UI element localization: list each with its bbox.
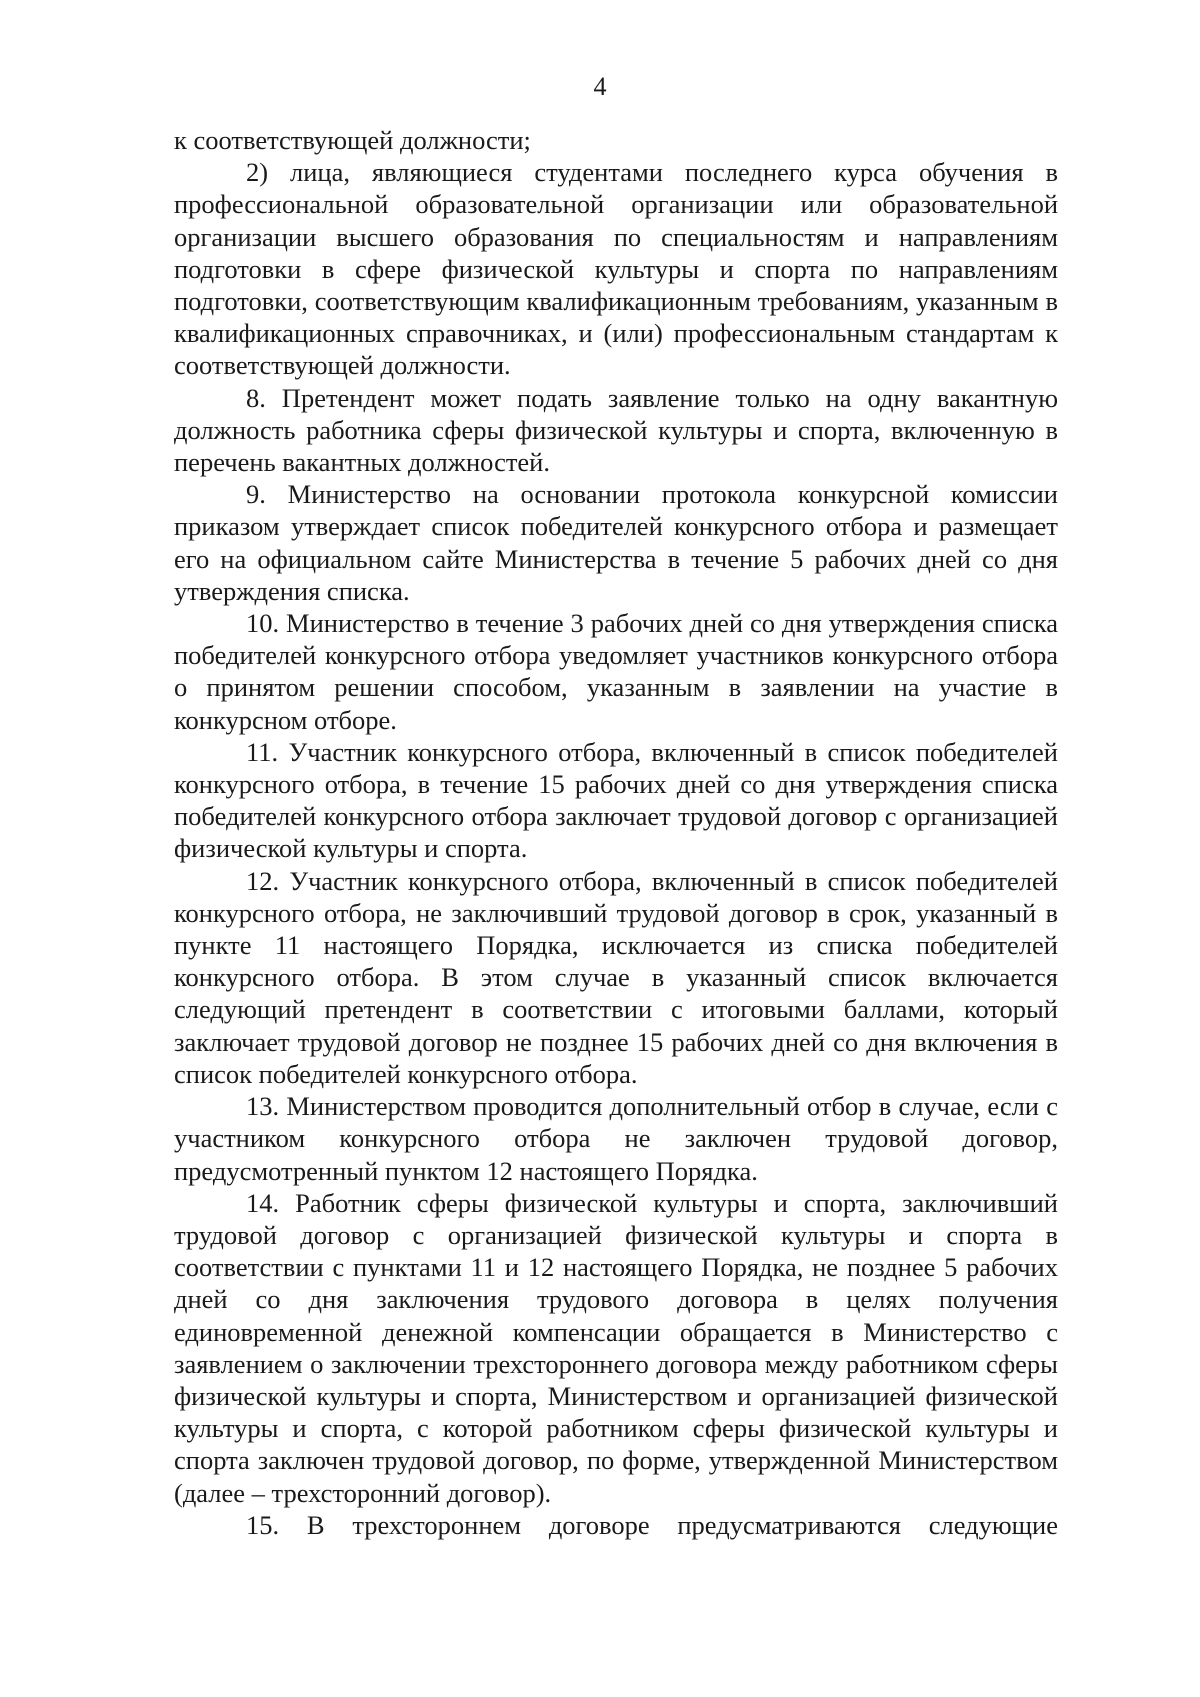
paragraph-item-11: 11. Участник конкурсного отбора, включенный в список победителей конкурсного отбора, в течение 15 рабочих дней со дня утверждения списка победителей конкурсного отбора заключает трудовой договор с организацией физической культуры и спорта. — [174, 736, 1058, 864]
paragraph-item-15: 15. В трехстороннем договоре предусматриваются следующие — [246, 1509, 1058, 1540]
paragraph-item-2: 2) лица, являющиеся студентами последнего курса обучения в профессиональной образовательной организации или образовательной организации высшего образования по специальностям и направлениям подготовки в сфере физической культуры и спорта по направлениям подготовки, соответствующим квалификационным требованиям, указанным в квалификационных справочниках, и (или) профессиональным стандартам к соответствующей должности. — [174, 157, 1058, 381]
paragraph-item-10: 10. Министерство в течение 3 рабочих дней со дня утверждения списка победителей конкурсного отбора уведомляет участников конкурсного отбора о принятом решении способом, указанным в заявлении на участие в конкурсном отборе. — [174, 608, 1058, 735]
paragraph-item-12: 12. Участник конкурсного отбора, включенный в список победителей конкурсного отбора, не заключивший трудовой договор в срок, указанный в пункте 11 настоящего Порядка, исключается из списка победителей конкурсного отбора. В этом случае в указанный список включается следующий претендент в соответствии с итоговыми баллами, который заключает трудовой договор не позднее 15 рабочих дней со дня включения в список победителей конкурсного отбора. — [174, 865, 1058, 1089]
page-number: 4 — [593, 72, 607, 101]
paragraph-item-8: 8. Претендент может подать заявление только на одну вакантную должность работника сферы физической культуры и спорта, включенную в перечень вакантных должностей. — [174, 382, 1058, 478]
paragraph-item-9: 9. Министерство на основании протокола конкурсной комиссии приказом утверждает список победителей конкурсного отбора и размещает его на официальном сайте Министерства в течение 5 рабочих дней со дня утверждения списка. — [174, 479, 1058, 606]
document-body — [174, 124, 1058, 1541]
paragraph-item-14: 14. Работник сферы физической культуры и спорта, заключивший трудовой договор с организацией физической культуры и спорта в соответствии с пунктами 11 и 12 настоящего Порядка, не позднее 5 рабочих дней со дня заключения трудового договора в целях получения единовременной денежной компенсации обращается в Министерство с заявлением о заключении трехстороннего договора между работником сферы физической культуры и спорта, Министерством и организацией физической культуры и спорта, с которой работником сферы физической культуры и спорта заключен трудовой договор, по форме, утвержденной Министерством (далее – трехсторонний договор). — [174, 1187, 1058, 1508]
paragraph-continuation: к соответствующей должности; — [174, 125, 531, 155]
paragraph-item-13: 13. Министерством проводится дополнительный отбор в случае, если с участником конкурсного отбора не заключен трудовой договор, предусмотренный пунктом 12 настоящего Порядка. — [174, 1091, 1058, 1186]
